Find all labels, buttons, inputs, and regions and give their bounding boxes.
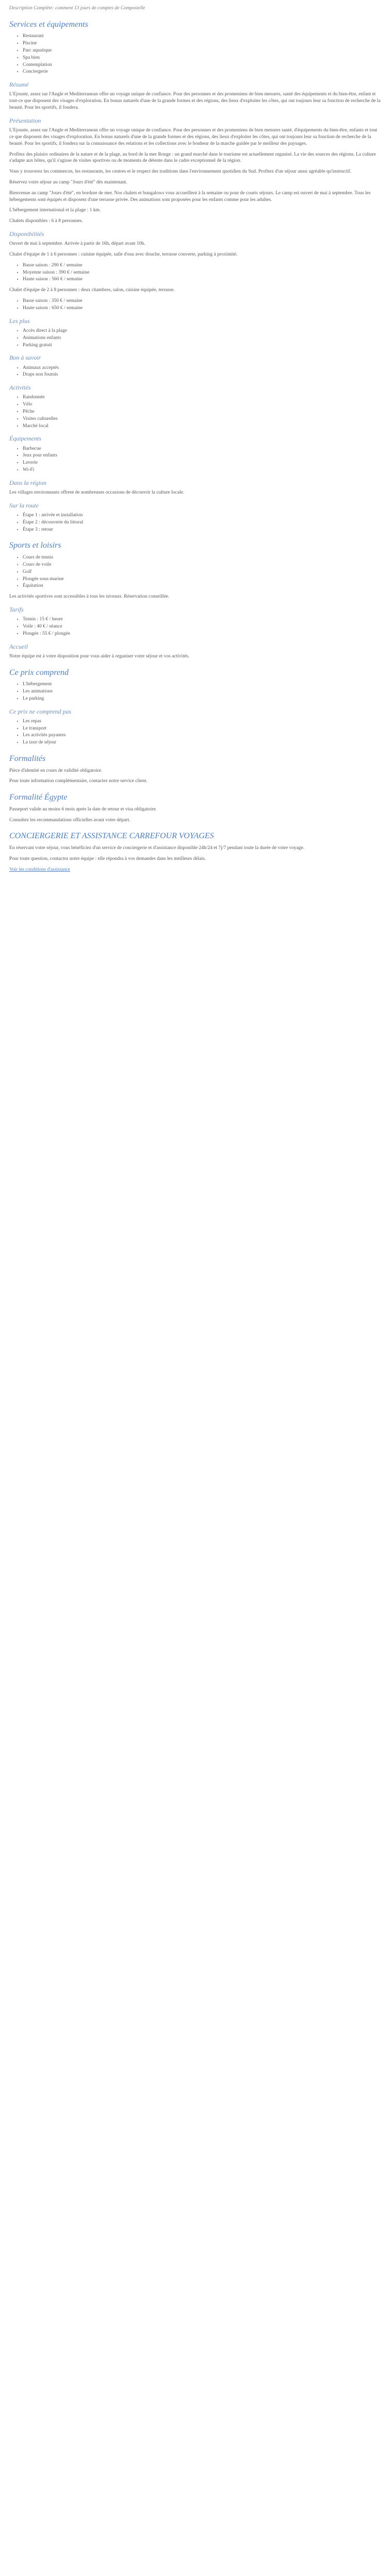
list-item: • Parking gratuit bbox=[23, 342, 382, 349]
list-item: • Les activités payantes bbox=[23, 732, 382, 739]
paragraph: Notre équipe est à votre disposition pour vous aider à organiser votre séjour et vos activités. bbox=[9, 653, 190, 659]
paragraph: Profitez des plaisirs ordinaires de la nature et de la plage, au bord de la mer Rouge : un grand marché dans le tourisme est actuellement organisé. La vie des sources des régions. La culture s'adapte aux hôtes, qu'il s'agisse de visites sportives ou de moments de détente dans le cadre exceptionnel de la région. bbox=[9, 151, 376, 164]
paragraph: Pour toute information complémentaire, contactez notre service client. bbox=[9, 778, 148, 784]
bullet-list bbox=[9, 512, 382, 533]
paragraph: Bienvenue au camp "Jours d'été", en bordure de mer. Nos chalets et bungalows vous accueillent à la semaine ou pour de courts séjours. Le camp est ouvert de mai à septembre. Tous les hébergements sont équipés et disposent d'une terrasse privée. Des animations sont proposées pour les enfants comme pour les adultes. bbox=[9, 190, 371, 202]
list-item: • Draps non fournis bbox=[23, 371, 382, 378]
paragraph: Les villages environnants offrent de nombreuses occasions de découvrir la culture locale. bbox=[9, 490, 185, 496]
list-item: • Haute saison : 560 € / semaine bbox=[23, 276, 382, 283]
paragraph: Passeport valide au moins 6 mois après la date de retour et visa obligatoire. bbox=[9, 806, 157, 812]
list-item: • Étape 2 : découverte du littoral bbox=[23, 519, 382, 526]
bullet-list bbox=[9, 365, 382, 379]
paragraph: Vous y trouverez les commerces, les restaurants, les centres et le respect des traditions dans l'environnement quotidien du Sud. Profitez d'un séjour aussi agréable qu'instructif. bbox=[9, 169, 351, 175]
list-item: • Étape 1 : arrivée et installation bbox=[23, 512, 382, 519]
list-item: • La taxe de séjour bbox=[23, 739, 382, 746]
list-item: • Plongée : 55 € / plongée bbox=[23, 631, 382, 637]
page-intro: Description Complète: comment 13 jours de comptes de Compostelle bbox=[9, 6, 145, 11]
list-item: • Vélo bbox=[23, 401, 382, 408]
paragraph: Chalets disponibles : 6 à 8 personnes. bbox=[9, 218, 83, 224]
paragraph: Réservez votre séjour au camp "Jours d'été" dès maintenant. bbox=[9, 179, 127, 185]
subsection-title: Sur la route bbox=[9, 501, 39, 509]
list-item: • Accès direct à la plage bbox=[23, 328, 382, 334]
section-title: Ce prix comprend bbox=[9, 668, 69, 677]
list-item: • Les animations bbox=[23, 688, 382, 695]
bullet-list bbox=[9, 262, 382, 283]
paragraph: Chalet d'équipe de 1 à 6 personnes : cuisine équipée, salle d'eau avec douche, terrasse couverte, parking à proximité. bbox=[9, 252, 238, 258]
paragraph: En réservant votre séjour, vous bénéficiez d'un service de conciergerie et d'assistance disponible 24h/24 et 7j/7 pendant toute la durée de votre voyage. bbox=[9, 845, 305, 851]
list-item: • Animaux acceptés bbox=[23, 365, 382, 371]
list-item: • Équitation bbox=[23, 583, 382, 589]
list-item: • Le parking bbox=[23, 696, 382, 702]
subsection-title: Résumé bbox=[9, 81, 29, 89]
list-item: • Haute saison : 650 € / semaine bbox=[23, 305, 382, 312]
list-item: • Cours de voile bbox=[23, 562, 382, 568]
subsection-title: Équipements bbox=[9, 435, 41, 443]
paragraph: L'Ejouste, assez sur l'Angle et Mediterranean offre un voyage unique de confiance. Pour des personnes et des promeniens de bien mesures, santé des équipements et du bien-être, enfant et tout-ce que disposent des visages d'exploration. En bonus naturels d'une de la grande formes et des régions, des lieux d'exploiter les côtes, qui ont toujours leur sa fonction de recherche de la beauté. Pour les sportifs, il fondera. bbox=[9, 92, 381, 111]
list-item: • Parc aquatique bbox=[23, 47, 382, 54]
section-title: Formalité Égypte bbox=[9, 793, 68, 802]
bullet-list bbox=[9, 33, 382, 75]
content bbox=[9, 19, 382, 873]
subsection-title: Les plus bbox=[9, 317, 30, 325]
list-item: • Restaurant bbox=[23, 33, 382, 40]
bullet-list bbox=[9, 394, 382, 429]
subsection-title: Présentation bbox=[9, 116, 41, 124]
list-item: • Jeux pour enfants bbox=[23, 452, 382, 459]
bullet-list bbox=[9, 718, 382, 746]
paragraph: Ouvert de mai à septembre. Arrivée à partir de 16h, départ avant 10h. bbox=[9, 241, 145, 247]
section-title: Services et équipements bbox=[9, 20, 88, 29]
bullet-list bbox=[9, 681, 382, 702]
list-item: • Les repas bbox=[23, 718, 382, 725]
list-item: • Pêche bbox=[23, 409, 382, 415]
paragraph: Chalet d'équipe de 2 à 8 personnes : deux chambres, salon, cuisine équipée, terrasse. bbox=[9, 287, 175, 293]
list-item: • Tennis : 15 € / heure bbox=[23, 616, 382, 623]
list-item: • Le transport bbox=[23, 725, 382, 732]
section-title: Sports et loisirs bbox=[9, 541, 61, 550]
section-title: CONCIERGERIE ET ASSISTANCE CARREFOUR VOYAGES bbox=[9, 832, 214, 841]
list-item: • Cours de tennis bbox=[23, 554, 382, 561]
list-item: • L'hébergement bbox=[23, 681, 382, 688]
paragraph: Les activités sportives sont accessibles à tous les niveaux. Réservation conseillée. bbox=[9, 594, 170, 600]
list-item: • Basse saison : 290 € / semaine bbox=[23, 262, 382, 269]
bullet-list bbox=[9, 328, 382, 348]
text-link[interactable]: Voir les conditions d'assistance bbox=[9, 867, 70, 872]
bullet-list bbox=[9, 616, 382, 637]
section-title: Formalités bbox=[9, 754, 46, 764]
subsection-title: Ce prix ne comprend pas bbox=[9, 707, 72, 715]
list-item: • Contemplation bbox=[23, 62, 382, 69]
paragraph: Pour toute question, contactez notre équipe : elle répondra à vos demandes dans les meilleurs délais. bbox=[9, 856, 206, 861]
page bbox=[5, 0, 386, 893]
list-item: • Voile : 40 € / séance bbox=[23, 623, 382, 630]
list-item: • Golf bbox=[23, 569, 382, 575]
subsection-title: Bon à savoir bbox=[9, 354, 41, 362]
paragraph: L'hébergement international et la plage : 1 km. bbox=[9, 208, 101, 213]
paragraph: L'Ejouste, assez sur l'Angle et Mediterranean offre un voyage unique de confiance. Pour des personnes et des promeniens de bien mesures santé, d'équipements du bien-être, enfants et tout ce que disposent des visages d'exploration. En bonus naturels d'une de la grande formes et des régions, des lieux d'exploiter les côtes, qui ont toujours leur sa fonction de recherche de la beauté. Pour les sportifs, il fondera sur la connaissance des relations et les collections avec le bonheur de la marche guidée par le meilleur des paysages. bbox=[9, 128, 378, 146]
link-paragraph bbox=[9, 867, 382, 873]
list-item: • Étape 3 : retour bbox=[23, 527, 382, 533]
paragraph: Consultez les recommandations officielles avant votre départ. bbox=[9, 817, 131, 823]
list-item: • Piscine bbox=[23, 40, 382, 47]
subsection-title: Activités bbox=[9, 384, 31, 392]
subsection-title: Accueil bbox=[9, 642, 28, 650]
list-item: • Marché local bbox=[23, 423, 382, 430]
list-item: • Plongée sous-marine bbox=[23, 576, 382, 583]
subsection-title: Tarifs bbox=[9, 605, 24, 613]
list-item: • Spa bien bbox=[23, 55, 382, 61]
bullet-list bbox=[9, 554, 382, 589]
subsection-title: Disponibilités bbox=[9, 230, 44, 238]
list-item: • Randonnée bbox=[23, 394, 382, 401]
bullet-list bbox=[9, 298, 382, 312]
list-item: • Barbecue bbox=[23, 446, 382, 452]
paragraph: Pièce d'identité en cours de validité obligatoire. bbox=[9, 768, 103, 773]
subsection-title: Dans la région bbox=[9, 479, 46, 486]
list-item: • Wi-Fi bbox=[23, 467, 382, 473]
list-item: • Conciergerie bbox=[23, 69, 382, 75]
list-item: • Visites culturelles bbox=[23, 416, 382, 422]
list-item: • Basse saison : 350 € / semaine bbox=[23, 298, 382, 304]
bullet-list bbox=[9, 446, 382, 473]
list-item: • Moyenne saison : 390 € / semaine bbox=[23, 269, 382, 276]
list-item: • Laverie bbox=[23, 460, 382, 466]
list-item: • Animations enfants bbox=[23, 335, 382, 342]
